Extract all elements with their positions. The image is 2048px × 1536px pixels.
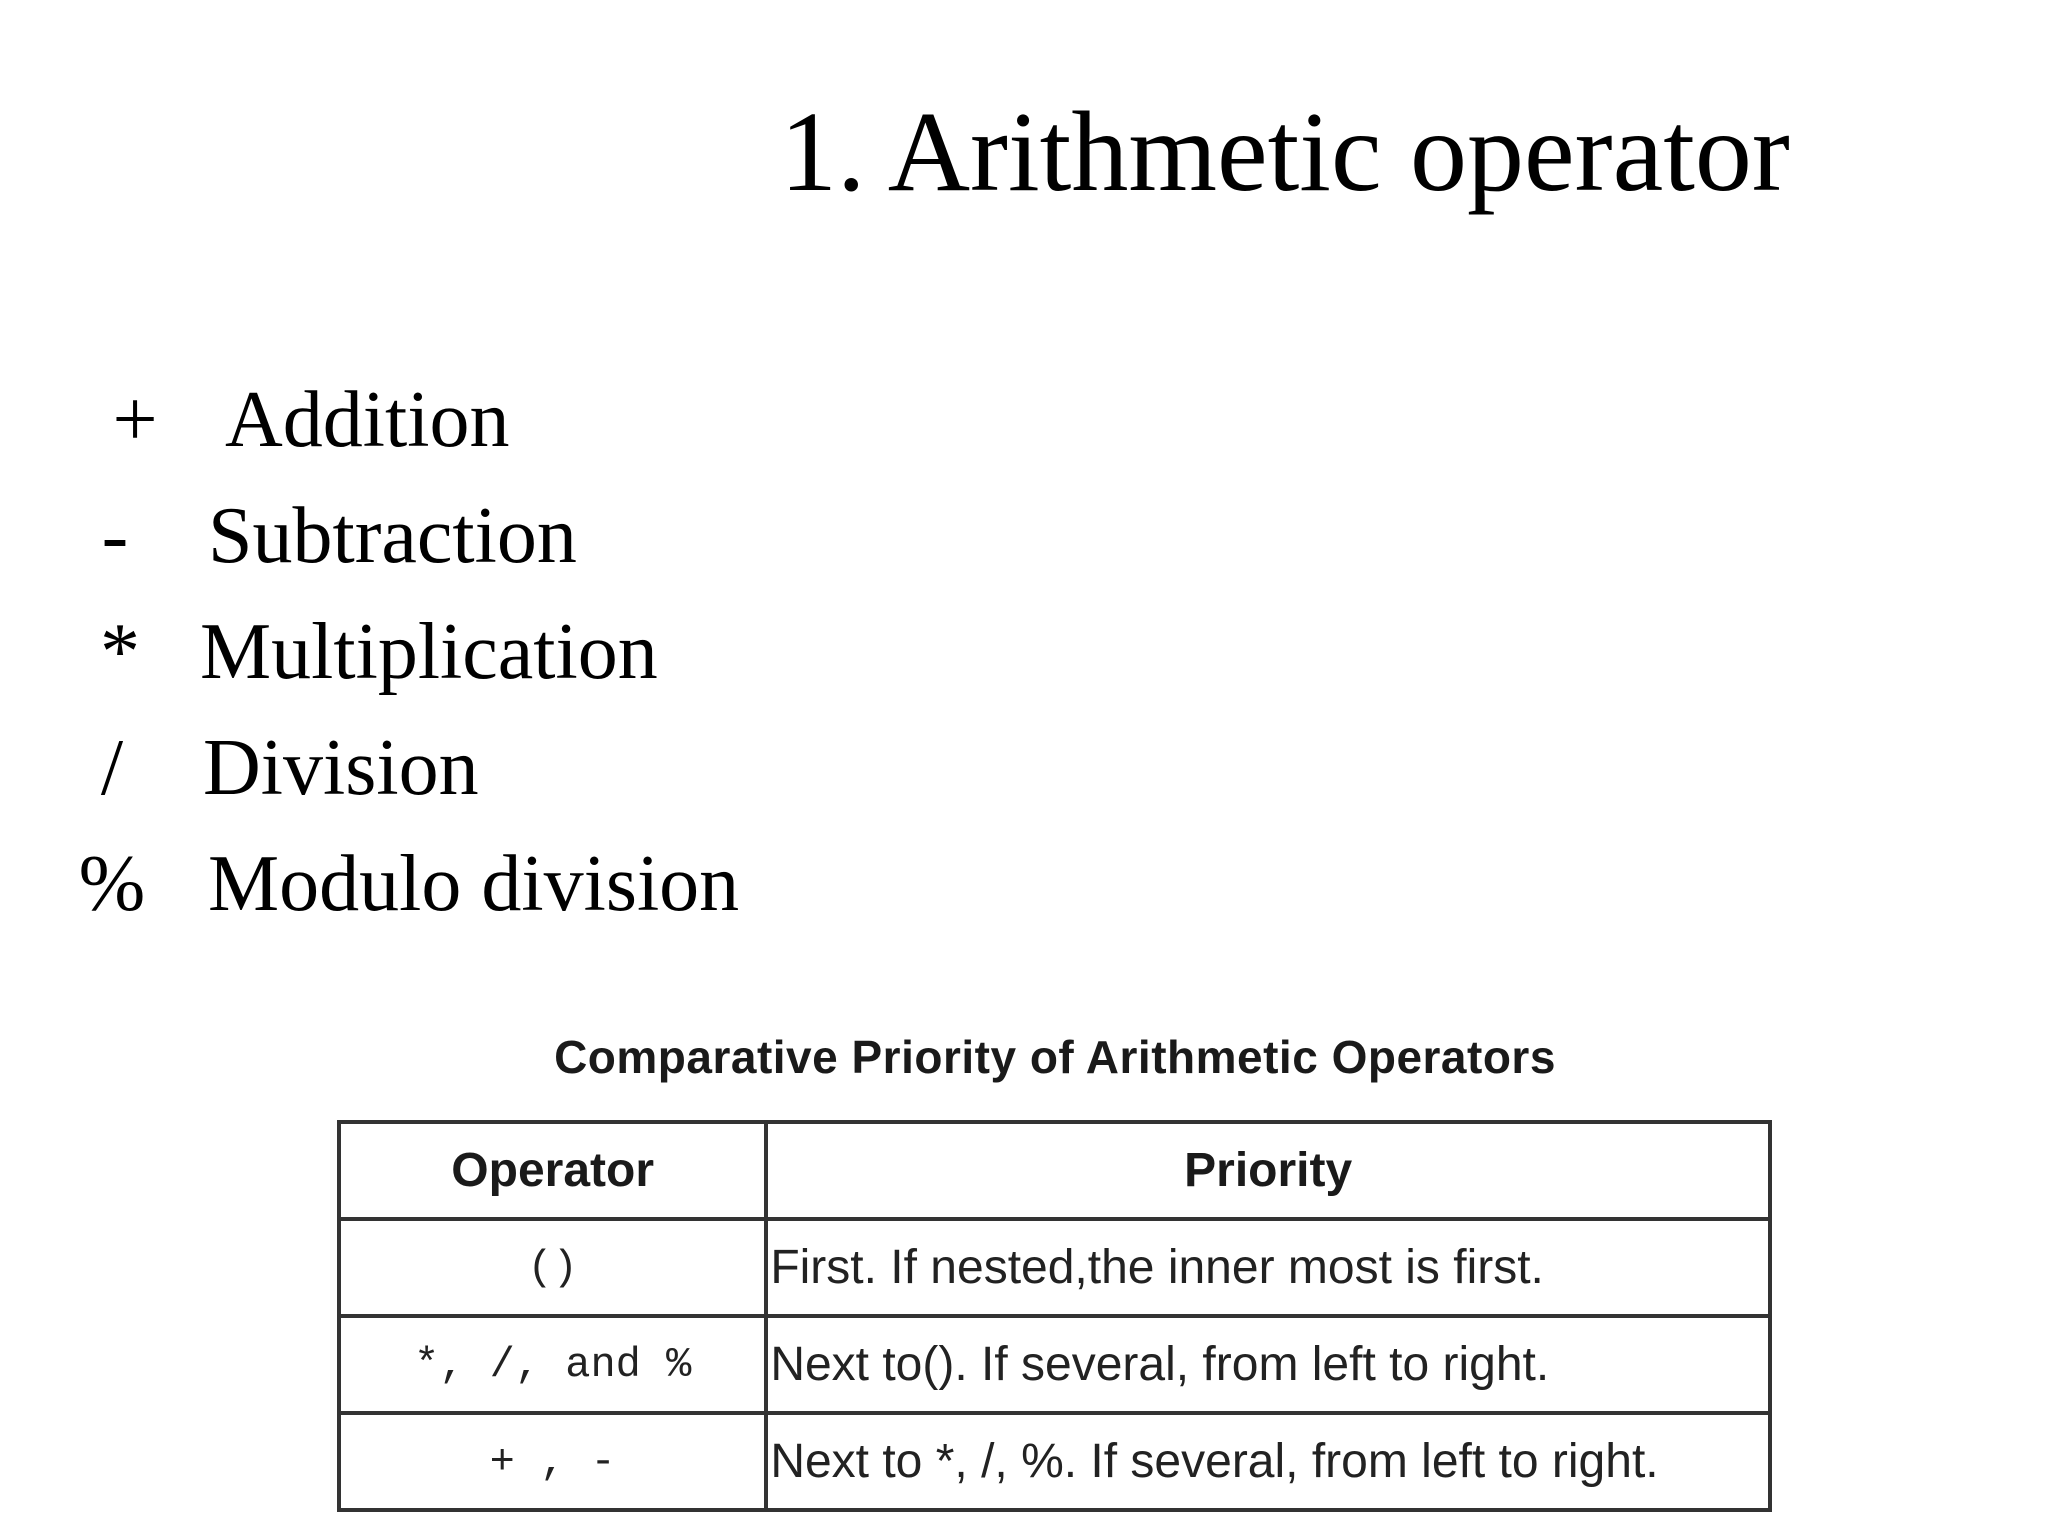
priority-table bbox=[337, 1120, 1772, 1512]
operator-cell: *, /, and % bbox=[339, 1316, 766, 1413]
operator-name: Addition bbox=[225, 376, 510, 464]
column-header-operator: Operator bbox=[339, 1122, 766, 1219]
operator-name: Subtraction bbox=[208, 492, 577, 580]
operator-cell: () bbox=[339, 1219, 766, 1316]
operator-symbol: * bbox=[100, 608, 140, 696]
operator-symbol: - bbox=[101, 492, 129, 580]
column-header-priority: Priority bbox=[766, 1122, 1770, 1219]
table-row bbox=[339, 1219, 1770, 1316]
table-caption: Comparative Priority of Arithmetic Operators bbox=[554, 1031, 1556, 1083]
operator-symbol: + bbox=[112, 376, 158, 464]
operator-item-modulo bbox=[0, 840, 800, 944]
table-header-row bbox=[339, 1122, 1770, 1219]
operator-name: Division bbox=[203, 724, 479, 812]
slide-title: 1. Arithmetic operator bbox=[780, 88, 1790, 215]
operator-symbol: % bbox=[78, 840, 146, 928]
operator-item-division bbox=[0, 724, 800, 828]
operator-item-addition bbox=[0, 376, 800, 480]
operator-item-multiplication bbox=[0, 608, 800, 712]
priority-cell: Next to *, /, %. If several, from left to right. bbox=[766, 1413, 1770, 1510]
priority-cell: Next to(). If several, from left to right. bbox=[766, 1316, 1770, 1413]
operator-cell: + , - bbox=[339, 1413, 766, 1510]
table-row bbox=[339, 1413, 1770, 1510]
operator-item-subtraction bbox=[0, 492, 800, 596]
table-row bbox=[339, 1316, 1770, 1413]
operator-symbol: / bbox=[100, 724, 124, 812]
operator-name: Multiplication bbox=[200, 608, 658, 696]
priority-cell: First. If nested,the inner most is first. bbox=[766, 1219, 1770, 1316]
operator-name: Modulo division bbox=[208, 840, 740, 928]
